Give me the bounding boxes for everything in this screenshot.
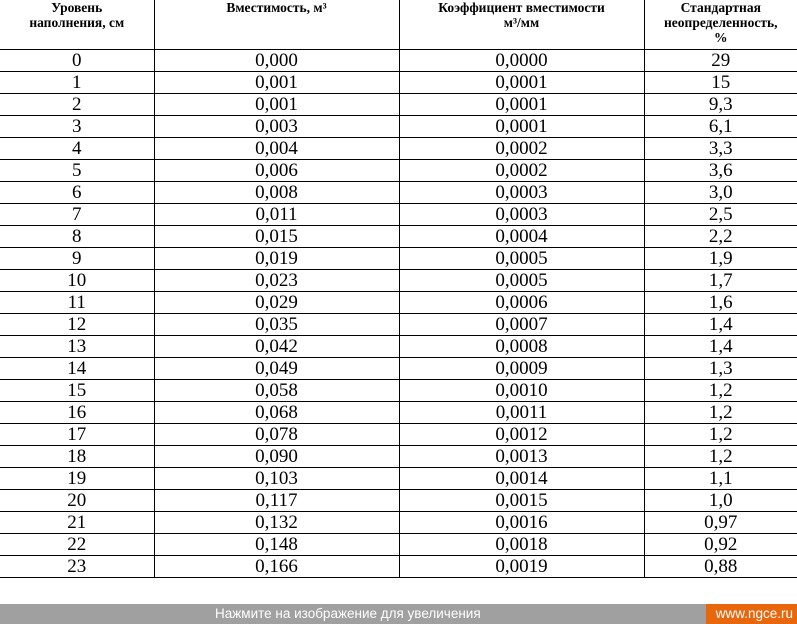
table-row (0, 512, 797, 534)
cell-capacity: 0,019 (154, 248, 399, 270)
table-header-row (0, 0, 797, 50)
cell-capacity: 0,049 (154, 358, 399, 380)
table-row (0, 556, 797, 578)
cell-capacity-coefficient: 0,0018 (399, 534, 644, 556)
cell-capacity: 0,117 (154, 490, 399, 512)
cell-standard-uncertainty: 1,1 (644, 468, 797, 490)
cell-capacity-coefficient: 0,0001 (399, 116, 644, 138)
table-row (0, 138, 797, 160)
cell-capacity-coefficient: 0,0001 (399, 94, 644, 116)
cell-standard-uncertainty: 6,1 (644, 116, 797, 138)
table-row (0, 94, 797, 116)
cell-capacity-coefficient: 0,0008 (399, 336, 644, 358)
cell-capacity-coefficient: 0,0005 (399, 270, 644, 292)
cell-standard-uncertainty: 1,2 (644, 446, 797, 468)
cell-standard-uncertainty: 29 (644, 50, 797, 72)
table-row (0, 490, 797, 512)
cell-fill-level: 0 (0, 50, 154, 72)
cell-fill-level: 16 (0, 402, 154, 424)
header-line: неопределенность, (664, 15, 778, 30)
cell-capacity-coefficient: 0,0002 (399, 160, 644, 182)
header-standard-uncertainty (644, 0, 797, 50)
cell-standard-uncertainty: 1,2 (644, 380, 797, 402)
cell-standard-uncertainty: 15 (644, 72, 797, 94)
cell-capacity: 0,166 (154, 556, 399, 578)
header-fill-level (0, 0, 154, 50)
table-row (0, 50, 797, 72)
cell-fill-level: 14 (0, 358, 154, 380)
cell-standard-uncertainty: 1,0 (644, 490, 797, 512)
table-row (0, 380, 797, 402)
cell-capacity: 0,042 (154, 336, 399, 358)
cell-capacity-coefficient: 0,0013 (399, 446, 644, 468)
cell-standard-uncertainty: 1,6 (644, 292, 797, 314)
table-row (0, 402, 797, 424)
cell-capacity: 0,148 (154, 534, 399, 556)
cell-fill-level: 5 (0, 160, 154, 182)
header-capacity (154, 0, 399, 50)
site-link[interactable]: www.ngce.ru (706, 604, 797, 624)
cell-fill-level: 19 (0, 468, 154, 490)
header-line: м³/мм (503, 15, 540, 30)
cell-capacity-coefficient: 0,0009 (399, 358, 644, 380)
table-row (0, 314, 797, 336)
cell-fill-level: 15 (0, 380, 154, 402)
cell-fill-level: 17 (0, 424, 154, 446)
table-row (0, 226, 797, 248)
cell-standard-uncertainty: 2,5 (644, 204, 797, 226)
cell-capacity-coefficient: 0,0012 (399, 424, 644, 446)
cell-capacity: 0,029 (154, 292, 399, 314)
cell-standard-uncertainty: 1,4 (644, 336, 797, 358)
cell-standard-uncertainty: 0,97 (644, 512, 797, 534)
cell-standard-uncertainty: 1,2 (644, 424, 797, 446)
cell-capacity-coefficient: 0,0016 (399, 512, 644, 534)
table-row (0, 468, 797, 490)
cell-fill-level: 21 (0, 512, 154, 534)
cell-fill-level: 13 (0, 336, 154, 358)
cell-capacity-coefficient: 0,0002 (399, 138, 644, 160)
cell-capacity: 0,003 (154, 116, 399, 138)
table-row (0, 160, 797, 182)
cell-fill-level: 6 (0, 182, 154, 204)
table-row (0, 358, 797, 380)
cell-capacity: 0,001 (154, 72, 399, 94)
cell-standard-uncertainty: 3,0 (644, 182, 797, 204)
cell-capacity: 0,004 (154, 138, 399, 160)
header-line: % (714, 30, 728, 45)
table-row (0, 446, 797, 468)
cell-capacity: 0,023 (154, 270, 399, 292)
header-line: Вместимость, м³ (226, 0, 327, 15)
table-row (0, 424, 797, 446)
cell-fill-level: 7 (0, 204, 154, 226)
cell-capacity: 0,001 (154, 94, 399, 116)
cell-capacity: 0,011 (154, 204, 399, 226)
cell-fill-level: 4 (0, 138, 154, 160)
cell-standard-uncertainty: 1,9 (644, 248, 797, 270)
cell-capacity-coefficient: 0,0003 (399, 182, 644, 204)
cell-fill-level: 9 (0, 248, 154, 270)
cell-capacity: 0,000 (154, 50, 399, 72)
footer-bar[interactable] (0, 604, 797, 624)
header-line: Коэффициент вместимости (438, 0, 605, 15)
cell-capacity-coefficient: 0,0011 (399, 402, 644, 424)
table-row (0, 534, 797, 556)
cell-capacity: 0,090 (154, 446, 399, 468)
cell-capacity-coefficient: 0,0005 (399, 248, 644, 270)
table-row (0, 336, 797, 358)
table-row (0, 248, 797, 270)
header-line: Уровень (51, 0, 103, 15)
cell-capacity-coefficient: 0,0010 (399, 380, 644, 402)
cell-standard-uncertainty: 3,6 (644, 160, 797, 182)
cell-fill-level: 1 (0, 72, 154, 94)
cell-capacity-coefficient: 0,0019 (399, 556, 644, 578)
enlarge-caption[interactable]: Нажмите на изображение для увеличения (215, 606, 481, 621)
cell-standard-uncertainty: 1,3 (644, 358, 797, 380)
table-body (0, 50, 797, 578)
table-row (0, 116, 797, 138)
table-row (0, 270, 797, 292)
cell-fill-level: 8 (0, 226, 154, 248)
cell-capacity: 0,078 (154, 424, 399, 446)
cell-standard-uncertainty: 9,3 (644, 94, 797, 116)
cell-standard-uncertainty: 3,3 (644, 138, 797, 160)
cell-fill-level: 11 (0, 292, 154, 314)
cell-fill-level: 23 (0, 556, 154, 578)
cell-capacity: 0,103 (154, 468, 399, 490)
header-line: Стандартная (680, 0, 761, 15)
cell-capacity-coefficient: 0,0001 (399, 72, 644, 94)
cell-fill-level: 22 (0, 534, 154, 556)
cell-capacity-coefficient: 0,0003 (399, 204, 644, 226)
cell-standard-uncertainty: 1,7 (644, 270, 797, 292)
cell-fill-level: 18 (0, 446, 154, 468)
cell-capacity-coefficient: 0,0007 (399, 314, 644, 336)
cell-capacity-coefficient: 0,0015 (399, 490, 644, 512)
table-row (0, 292, 797, 314)
header-capacity-coefficient (399, 0, 644, 50)
cell-capacity-coefficient: 0,0000 (399, 50, 644, 72)
table-row (0, 204, 797, 226)
cell-fill-level: 20 (0, 490, 154, 512)
cell-capacity-coefficient: 0,0004 (399, 226, 644, 248)
cell-fill-level: 10 (0, 270, 154, 292)
header-line: наполнения, см (29, 15, 125, 30)
cell-standard-uncertainty: 1,2 (644, 402, 797, 424)
cell-standard-uncertainty: 0,88 (644, 556, 797, 578)
cell-standard-uncertainty: 2,2 (644, 226, 797, 248)
cell-capacity: 0,035 (154, 314, 399, 336)
cell-fill-level: 12 (0, 314, 154, 336)
cell-capacity: 0,132 (154, 512, 399, 534)
cell-capacity: 0,006 (154, 160, 399, 182)
cell-capacity: 0,068 (154, 402, 399, 424)
table-row (0, 72, 797, 94)
cell-capacity-coefficient: 0,0006 (399, 292, 644, 314)
cell-standard-uncertainty: 1,4 (644, 314, 797, 336)
cell-fill-level: 2 (0, 94, 154, 116)
cell-standard-uncertainty: 0,92 (644, 534, 797, 556)
cell-capacity: 0,008 (154, 182, 399, 204)
cell-capacity: 0,015 (154, 226, 399, 248)
cell-capacity-coefficient: 0,0014 (399, 468, 644, 490)
cell-capacity: 0,058 (154, 380, 399, 402)
table-row (0, 182, 797, 204)
cell-fill-level: 3 (0, 116, 154, 138)
